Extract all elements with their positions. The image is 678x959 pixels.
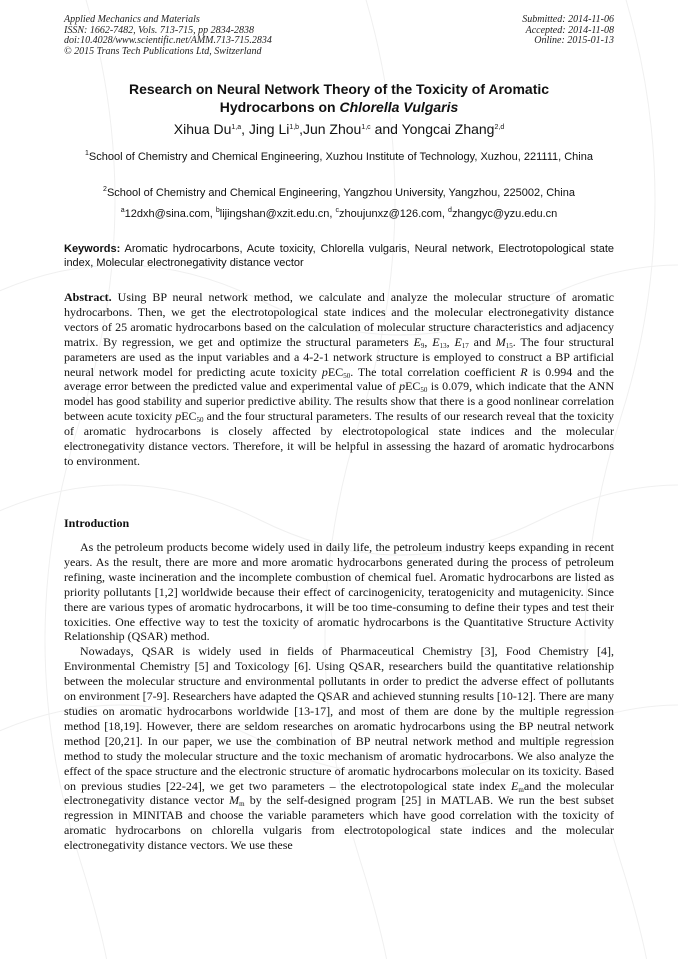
abstract-sep-1: , [424,334,433,349]
param-em-sub: m [518,785,524,794]
section-heading-introduction: Introduction [64,516,130,530]
affiliation-1 [64,150,614,164]
pec50-ec-3: EC [181,409,197,424]
email-b-marker: b [215,207,220,214]
intro-paragraph-2-part-b: and the molecular electronegativity distance vector [64,778,614,808]
abstract-sep-2: , [446,334,455,349]
pec50-p-2: p [399,379,406,394]
intro-paragraph-1: As the petroleum products become widely used in daily life, the petroleum industry keeps expanding in recent years. As the result, there are more and more aromatic hydrocarbons generated during the process of petroleum refining, waste incineration and the incomplete combustion of chemical fuel. Aromatic hydrocarbons are listed as priority pollutants [1,2] worldwide because their effect of carcinogenicity, teratogenicity and mutagenicity. Since there are various types of aromatic hydrocarbons, it will be too time-consuming to define their types and test their toxicities. One effective way to test the toxicity of aromatic hydrocarbons is the Quantitative Structure Activity Relationship (QSAR) method. [64,540,614,644]
paper-title [64,80,614,116]
submission-dates [522,15,614,47]
author-1: Xihua Du [173,121,232,137]
author-2: Jing Li [248,121,290,137]
pec50-sub-2: 50 [420,386,428,395]
author-sep-1: , [241,121,249,137]
journal-info [64,15,272,57]
keywords-label: Keywords: [64,243,121,255]
affiliation-1-marker: 1 [85,150,89,157]
author-sep-2: , [299,121,303,137]
abstract-text-4: is 0.994 and the average error between the predicted value and experimental value of [64,364,614,394]
param-e9: E [413,334,421,349]
pec50-sub-1: 50 [343,371,351,380]
param-e17-sub: 17 [461,341,469,350]
pec50-ec-1: EC [327,364,344,379]
introduction-body [64,540,614,853]
accepted-date: Accepted: 2014-11-08 [525,24,614,36]
pec50-ec-2: EC [405,379,421,394]
title-species: Chlorella Vulgaris [339,99,459,115]
email-link-a[interactable]: 12dxh@sina.com [124,208,210,220]
email-link-c[interactable]: zhoujunxz@126.com [339,208,442,220]
abstract-label: Abstract. [64,290,112,304]
pec50-p-1: p [321,364,328,379]
correlation-r: R [520,364,528,379]
param-e17: E [454,334,462,349]
intro-paragraph-2 [64,644,614,853]
author-list [64,120,614,138]
author-2-affil: 1,b [289,124,300,131]
affiliation-1-text: School of Chemistry and Chemical Engineering, Xuzhou Institute of Technology, Xuzhou, 221111, China [88,151,593,163]
param-mm-sub: m [239,800,245,809]
abstract [64,290,614,469]
pec50-p-3: p [175,409,182,424]
param-m15: M [495,334,506,349]
intro-paragraph-2-part-a: Nowadays, QSAR is widely used in fields of Pharmaceutical Chemistry [3], Food Chemistry [4], Environmental Chemistry [5] and Toxicology [6]. Using QSAR, researchers build the quantitative relationship between the molecular structure and environmental pollutants in order to predict the adverse effect of pollutants on environment [7-9]. Researchers have adapted the QSAR and achieved stunning results [10-12]. There are many studies on aromatic hydrocarbons worldwide [13-17], and most of them are done by the multiple regression method [18,19]. However, there are seldom researches on aromatic hydrocarbons using the BP neutral network method [20,21]. In our paper, we use the combination of BP neutral network method and multiple regression method to study the molecular structure and the toxic mechanism of aromatic hydrocarbons. We also analyze the effect of the space structure and the electronic structure of aromatic hydrocarbons molecular on its toxicity. Based on previous studies [22-24], we get two parameters – the electrotopological state index [64,644,614,793]
param-e13: E [432,334,440,349]
param-mm: M [229,793,240,808]
intro-paragraph-2-part-c: by the self-designed program [25] in MATLAB. We run the best subset regression in MINITAB and choose the variable parameters which have good correlation with the toxicity of aromatic hydrocarbons on chlorella vulgaris from electrotopological state indices and the molecular electronegativity distance vectors. We use these [64,793,614,853]
email-a-marker: a [120,207,125,214]
issn-line: ISSN: 1662-7482, Vols. 713-715, pp 2834-2838 [64,24,254,36]
pec50-sub-3: 50 [196,416,204,425]
author-3: Jun Zhou [302,121,362,137]
title-line-2-text: Hydrocarbons on [219,99,340,115]
param-m15-sub: 15 [505,341,513,350]
copyright-line: © 2015 Trans Tech Publications Ltd, Switzerland [64,45,262,57]
abstract-text-1: Using BP neural network method, we calculate and analyze the molecular structure of aromatic hydrocarbons. Then, we get the electrotopological state indices and the molecular electronegativity distance vectors of 25 aromatic hydrocarbons based on the calculation of molecular structure characteristics and adjacency matrix. By regression, we get and optimize the structural parameters [64,290,614,349]
title-line-1: Research on Neural Network Theory of the Toxicity of Aromatic [128,81,550,97]
abstract-sep-3: and [468,334,496,349]
author-4-affil: 2,d [494,124,505,131]
abstract-text-2: . The four structural parameters are used as the input variables and a 4-2-1 network structure is employed to construct a BP artificial neural network model for predicting acute toxicity [64,334,615,379]
affiliation-2-marker: 2 [103,186,107,193]
author-and: and [370,121,402,137]
submitted-date: Submitted: 2014-11-06 [522,14,614,25]
journal-name: Applied Mechanics and Materials [64,14,200,25]
keywords [64,242,614,270]
param-e9-sub: 9 [420,341,425,350]
affiliation-2 [64,186,614,200]
email-c-marker: c [335,207,340,214]
param-e13-sub: 13 [439,341,447,350]
author-3-affil: 1,c [361,124,371,131]
abstract-text-6: and the four structural parameters. The results of our research reveal that the toxicity of aromatic hydrocarbons is closely affected by electrotopological state indices and the molecular electronegativity distance vectors. Therefore, it will be helpful in assessing the hazard of aromatic hydrocarbons to environment. [64,409,614,468]
email-list: $^a$12dxh@sina.com, $^b$lijingshan@xzit.edu.cn, $^c$zhoujunxz@126.com, $^d$zhangyc@yzu.edu.cn [120,207,558,220]
author-4: Yongcai Zhang [401,121,495,137]
author-1-affil: 1,a [231,124,242,131]
email-d-marker: d [448,207,452,214]
param-em: E [511,778,519,793]
keywords-text: Aromatic hydrocarbons, Acute toxicity, Chlorella vulgaris, Neural network, Electrotopological state index, Molecular electronegativity distance vector [64,243,614,269]
abstract-text-3: . The total correlation coefficient [350,364,521,379]
email-link-d[interactable]: zhangyc@yzu.edu.cn [451,208,558,220]
abstract-text-5: is 0.079, which indicate that the ANN model has good stability and superior predictive ability. The results show that there is a good nonlinear correlation between acute toxicity [64,379,614,424]
doi-line: doi:10.4028/www.scientific.net/AMM.713-715.2834 [64,35,272,46]
title-line-2 [64,98,614,116]
online-date: Online: 2015-01-13 [534,35,614,46]
email-link-b[interactable]: lijingshan@xzit.edu.cn [219,208,330,220]
affiliation-2-text: School of Chemistry and Chemical Engineering, Yangzhou University, Yangzhou, 225002, China [106,187,575,199]
